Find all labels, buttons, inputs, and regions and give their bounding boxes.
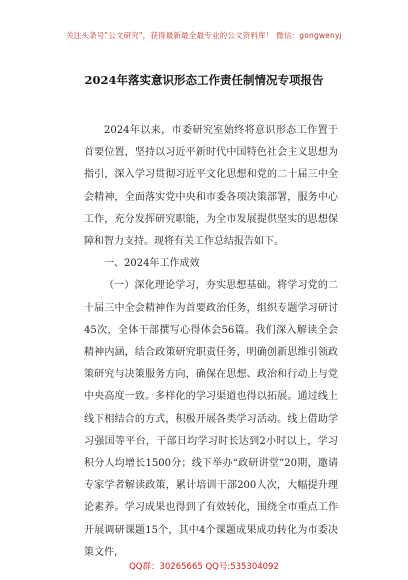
section-heading: 一、2024年工作成效 bbox=[104, 258, 200, 270]
section-paragraph: （一）深化理论学习，夯实思想基础。将学习党的二十届三中全会精神作为首要政治任务，组织专题学习研讨45次，全体干部撰写心得体会56篇。我们深入解读全会精神内涵，结合政策研究职责任务，明确创新思维引领政策研究与决策服务方向，确保在思想、政治和行动上与党中央高度一致。多样化的学习渠道也得以拓展。通过线上线下相结合的方式，积极开展各类学习活动。线上借助学习强国等平台，干部日均学习时长达到2小时以上，学习积分人均增长1500分；线下举办“政研讲堂”20期，邀请专家学者解读政策，累计培训干部200人次，大幅提升理论素养。学习成果也得到了有效转化，围绕全市重点工作开展调研课题15个，其中4个课题成果成功转化为市委决策文件， bbox=[84, 280, 338, 558]
document-title: 2024年落实意识形态工作责任制情况专项报告 bbox=[84, 73, 324, 87]
document-body bbox=[84, 120, 338, 564]
intro-paragraph: 2024年以来，市委研究室始终将意识形态工作置于首要位置，坚持以习近平新时代中国特色社会主义思想为指引，深入学习贯彻习近平文化思想和党的二十届三中全会精神，全面落实党中央和市委各项决策部署，服务中心工作，充分发挥研究职能，为全市发展提供坚实的思想保障和智力支持。现将有关工作总结报告如下。 bbox=[84, 125, 338, 248]
promo-banner: 关注头条号"公文研究"，获得最新最全最专业的公文资料库！ 微信：gongwenyj bbox=[66, 31, 342, 40]
contact-footer: QQ群：30265665 QQ号:535304092 bbox=[129, 562, 279, 572]
